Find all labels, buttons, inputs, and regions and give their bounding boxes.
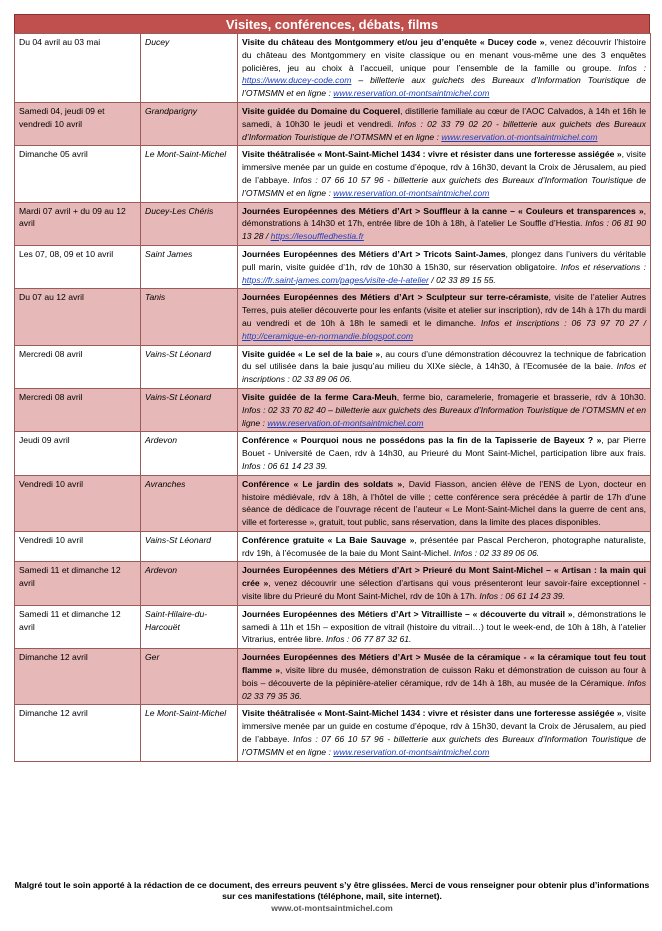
event-description <box>238 475 651 531</box>
event-link[interactable]: www.reservation.ot-montsaintmichel.com <box>333 88 490 99</box>
event-place: Vains-St Léonard <box>141 345 238 388</box>
event-date: Dimanche 12 avril <box>15 649 141 705</box>
event-text: , David Fiasson, ancien élève de l’ENS de Lyon, docteur en histoire médiévale, rdv à 18h, à l’hôtel de ville ; cette conférence sera précédée à partir de 17h d’une séance de dédicace de l’ouvrage récent de l’auteur « Le Mont-Saint-Michel dans la guerre de cent ans, ville et forteresse », gratuit, tout public, sans réservation, dans la limite des places disponibles. <box>242 478 646 528</box>
event-title: Journées Européennes des Métiers d’Art > Musée de la céramique - « la céramique tout feu tout flamme » <box>242 652 646 676</box>
event-title: Conférence « Pourquoi nous ne possédons pas la fin de la Tapisserie de Bayeux ? » <box>242 435 602 446</box>
event-row <box>15 531 651 562</box>
event-info-extra: – billetterie aux guichets des Bureaux d’Information Touristique de l’OTMSMN et en ligne : <box>242 75 646 99</box>
event-description <box>238 531 651 562</box>
event-row <box>15 146 651 202</box>
event-text: , démonstrations à 14h30 et 17h, entrée libre de 10h à 18h, à l’atelier Le Souffle d’Hestia. <box>242 205 646 229</box>
event-title: Journées Européennes des Métiers d’Art > Prieuré du Mont Saint-Michel – « Artisan : la main qui crée » <box>242 565 646 589</box>
event-link[interactable]: www.reservation.ot-montsaintmichel.com <box>441 131 598 142</box>
event-info: Infos 02 33 79 35 36. <box>242 677 646 701</box>
event-date: Dimanche 12 avril <box>15 705 141 761</box>
event-date: Mercredi 08 avril <box>15 388 141 431</box>
event-place: Avranches <box>141 475 238 531</box>
event-place: Ardevon <box>141 562 238 605</box>
event-title: Conférence « Le jardin des soldats » <box>242 478 403 489</box>
events-table <box>14 33 651 762</box>
event-description <box>238 289 651 345</box>
event-info: Infos : 06 77 87 32 61. <box>323 634 412 645</box>
event-info: Infos : <box>611 62 647 73</box>
event-title: Journées Européennes des Métiers d’Art > Vitrailliste – « découverte du vitrail » <box>242 608 573 619</box>
event-date: Samedi 11 et dimanche 12 avril <box>15 605 141 648</box>
event-description <box>238 388 651 431</box>
event-place: Vains-St Léonard <box>141 388 238 431</box>
event-place: Tanis <box>141 289 238 345</box>
event-title: Journées Européennes des Métiers d’Art > Souffleur à la canne – « Couleurs et transparences » <box>242 205 644 216</box>
event-description <box>238 146 651 202</box>
event-text: , visite de l’atelier Autres Terres, puis atelier découverte pour les enfants (visite et atelier sur inscription), rdv de 14h à 17h du mardi au vendredi et de 10h à 18h le samedi et le dimanche. <box>242 292 646 328</box>
event-text: , venez découvrir une sélection d’artisans qui vous présenteront leur savoir-faire exceptionnel - visite libre du Prieuré du Mont Saint-Michel, rdv de 10h à 17h. <box>242 578 646 602</box>
event-description <box>238 562 651 605</box>
event-info: Infos : 02 33 79 02 20 - billetterie aux guichets des Bureaux d’Information Touristique de l’OTMSMN et en ligne : <box>242 118 646 142</box>
event-place: Ardevon <box>141 432 238 475</box>
disclaimer-note: Malgré tout le soin apporté à la rédaction de ce document, des erreurs peuvent s’y être glissées. Merci de vous renseigner pour obtenir plus d’informations sur ces manifestations (téléphone, mail, site internet). <box>14 880 650 901</box>
event-text: , visite immersive menée par un guide en costume d’époque, rdv à 16h30, devant la Croix de Jérusalem, au pied de l’abbaye. <box>242 149 647 185</box>
event-place: Saint James <box>141 245 238 288</box>
event-info: Infos et inscriptions : 02 33 89 06 06. <box>242 361 646 385</box>
event-link[interactable]: https://lesouffledhestia.fr <box>270 231 364 242</box>
event-place: Le Mont-Saint-Michel <box>141 146 238 202</box>
event-info: Infos : 06 61 14 23 39. <box>242 460 328 471</box>
event-info: Infos : 07 66 10 57 96 - billetterie aux guichets des Bureaux d’Information Touristique de l’OTMSMN et en ligne : <box>242 174 646 198</box>
event-description <box>238 345 651 388</box>
event-title: Journées Européennes des Métiers d’Art > Sculpteur sur terre-céramiste <box>242 292 549 303</box>
event-date: Dimanche 05 avril <box>15 146 141 202</box>
event-text: , visite libre du musée, démonstration de cuisson Raku et démonstration de cuisson au four à bois – découverte de la pépinière-atelier céramique, rdv de 14h à 18h, au musée de la Céramique. <box>242 665 646 688</box>
event-place: Vains-St Léonard <box>141 531 238 562</box>
event-place: Grandparigny <box>141 102 238 145</box>
event-row <box>15 562 651 605</box>
event-row <box>15 475 651 531</box>
event-date: Samedi 04, jeudi 09 et vendredi 10 avril <box>15 102 141 145</box>
event-date: Vendredi 10 avril <box>15 475 141 531</box>
event-description <box>238 705 651 761</box>
event-text: , plongez dans l’univers du véritable pull marin, visite guidée d’1h, rdv de 10h30 à 15h30, sur réservation obligatoire. <box>242 248 646 272</box>
event-link[interactable]: www.reservation.ot-montsaintmichel.com <box>267 417 424 428</box>
event-description <box>238 34 651 103</box>
event-description <box>238 102 651 145</box>
event-description <box>238 605 651 648</box>
event-row <box>15 34 651 103</box>
event-link[interactable]: www.reservation.ot-montsaintmichel.com <box>333 187 490 198</box>
event-text: , venez découvrir l’histoire du château des Montgommery en visite classique ou en menant vous-même une des 3 enquêtes policières, jeu au choix à l’accueil, unique pour l’ensemble de la famille ou groupe. <box>242 37 646 73</box>
event-row <box>15 605 651 648</box>
event-text: , visite immersive menée par un guide en costume d’époque, rdv à 15h30, devant la Croix de Jérusalem, au pied de l’abbaye. <box>242 708 647 745</box>
event-title: Visite théâtralisée « Mont-Saint-Michel 1434 : vivre et résister dans une forteresse assiégée » <box>242 708 622 719</box>
event-row <box>15 245 651 288</box>
event-row <box>15 289 651 345</box>
event-info-extra: / 02 33 89 15 55. <box>428 274 496 285</box>
event-date: Du 04 avril au 03 mai <box>15 34 141 103</box>
event-title: Visite guidée du Domaine du Coquerel <box>242 105 401 116</box>
event-date: Du 07 au 12 avril <box>15 289 141 345</box>
event-date: Samedi 11 et dimanche 12 avril <box>15 562 141 605</box>
event-row <box>15 705 651 761</box>
event-description <box>238 245 651 288</box>
event-text: , au cours d’une démonstration découvrez la technique de fabrication du sel utilisée dans la baie jusqu’au milieu du XIXe siècle, à 14h30, à l’Ecomusée de la baie. <box>242 348 646 372</box>
event-row <box>15 102 651 145</box>
section-title: Visites, conférences, débats, films <box>14 14 650 33</box>
event-title: Visite guidée « Le sel de la baie » <box>242 348 381 359</box>
event-info: Infos : 07 66 10 57 96 - billetterie aux guichets des Bureaux d’Information Touristique de l’OTMSMN et en ligne : <box>242 734 646 757</box>
footer-website-link[interactable]: www.ot-montsaintmichel.com <box>271 903 393 913</box>
event-place: Ger <box>141 649 238 705</box>
event-title: Journées Européennes des Métiers d’Art > Tricots Saint-James <box>242 248 506 259</box>
event-info: Infos : 02 33 70 82 40 – billetterie aux guichets des Bureaux d’Information Touristique de l’OTMSMN et en ligne : <box>242 404 646 428</box>
event-row <box>15 432 651 475</box>
events-page <box>14 14 650 762</box>
event-date: Mardi 07 avril + du 09 au 12 avril <box>15 202 141 245</box>
event-info: Infos et inscriptions : 06 73 97 70 27 / <box>476 317 647 328</box>
event-info: Infos et réservations : <box>557 261 646 272</box>
event-text: , par Pierre Bouet - Université de Caen, rdv à 14h30, au Prieuré du Mont Saint-Michel, participation libre aux frais. <box>242 435 646 459</box>
event-text: , ferme bio, caramelerie, fromagerie et brasserie, rdv à 10h30. <box>396 391 646 402</box>
event-link[interactable]: https://www.ducey-code.com <box>242 75 352 86</box>
event-date: Les 07, 08, 09 et 10 avril <box>15 245 141 288</box>
event-text: , distillerie familiale au cœur de l’AOC Calvados, à 14h et 16h le samedi, à 10h30 le jeudi et vendredi. <box>242 105 646 129</box>
event-text: , présentée par Pascal Percheron, photographe naturaliste, rdv 19h, à l’écomusée de la baie du Mont Saint-Michel. <box>242 534 646 558</box>
event-info: Infos : 02 33 89 06 06. <box>451 547 540 558</box>
event-description <box>238 432 651 475</box>
event-place: Ducey-Les Chéris <box>141 202 238 245</box>
events-table-body <box>15 34 651 762</box>
event-title: Visite théâtralisée « Mont-Saint-Michel 1434 : vivre et résister dans une forteresse assiégée » <box>242 149 622 160</box>
event-place: Saint-Hilaire-du-Harcouët <box>141 605 238 648</box>
event-link[interactable]: http://ceramique-en-normandie.blogspot.com <box>242 330 414 341</box>
event-row <box>15 345 651 388</box>
event-text: , démonstrations le samedi à 11h et 15h – exposition de vitrail (histoire du vitrail…) tout le week-end, de 10h à 18h, à l’atelier Vitrarius, entrée libre. <box>242 608 646 645</box>
event-row <box>15 202 651 245</box>
event-row <box>15 649 651 705</box>
event-title: Visite guidée de la ferme Cara-Meuh <box>242 391 397 402</box>
event-title: Conférence gratuite « La Baie Sauvage » <box>242 534 415 545</box>
event-info: Infos : 06 61 14 23 39. <box>477 591 565 602</box>
event-info: Infos : 06 81 90 13 28 / <box>242 218 646 242</box>
event-date: Vendredi 10 avril <box>15 531 141 562</box>
event-description <box>238 202 651 245</box>
event-description <box>238 649 651 705</box>
event-link[interactable]: https://fr.saint-james.com/pages/visite-de-l-atelier <box>242 274 429 285</box>
event-date: Jeudi 09 avril <box>15 432 141 475</box>
event-place: Ducey <box>141 34 238 103</box>
event-date: Mercredi 08 avril <box>15 345 141 388</box>
event-place: Le Mont-Saint-Michel <box>141 705 238 761</box>
event-title: Visite du château des Montgommery et/ou jeu d’enquête « Ducey code » <box>242 37 545 47</box>
event-row <box>15 388 651 431</box>
event-link[interactable]: www.reservation.ot-montsaintmichel.com <box>333 746 490 757</box>
